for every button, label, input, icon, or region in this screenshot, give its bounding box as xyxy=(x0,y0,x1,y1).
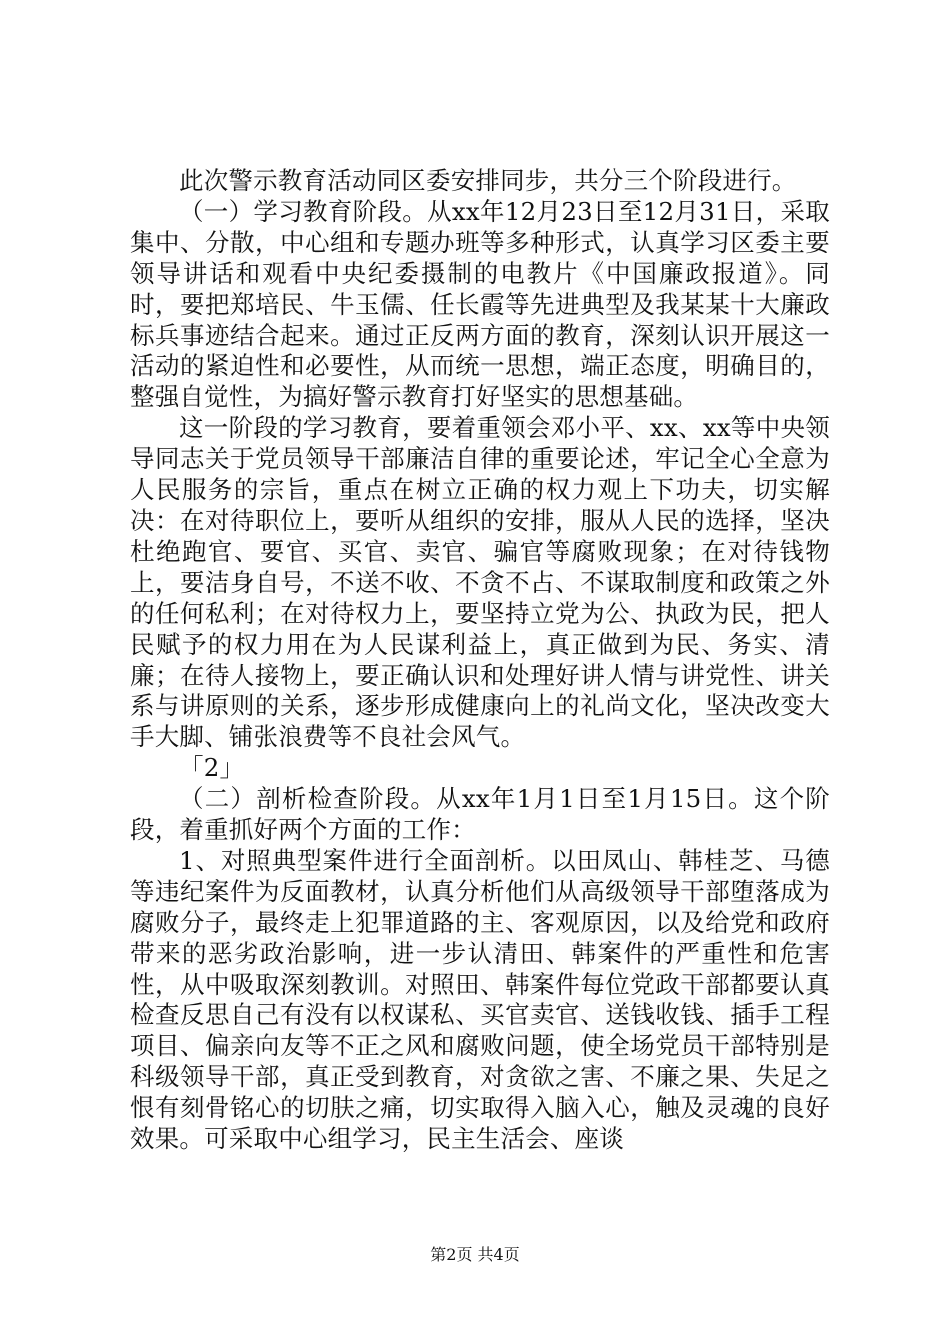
paragraph-stage-two: （二）剖析检查阶段。从xx年1月1日至1月15日。这个阶段，着重抓好两个方面的工作： xyxy=(130,784,830,845)
page-footer: 第2页 共4页 xyxy=(430,1245,520,1264)
document-body xyxy=(130,166,830,1155)
paragraph-stage-two-item-1: 1、对照典型案件进行全面剖析。以田凤山、韩桂芝、马德等违纪案件为反面教材，认真分析他们从高级领导干部堕落成为腐败分子，最终走上犯罪道路的主、客观原因，以及给党和政府带来的恶劣政治影响，进一步认清田、韩案件的严重性和危害性，从中吸取深刻教训。对照田、韩案件每位党政干部都要认真检查反思自己有没有以权谋私、买官卖官、送钱收钱、插手工程项目、偏亲向友等不正之风和腐败问题，使全场党员干部特别是科级领导干部，真正受到教育，对贪欲之害、不廉之果、失足之恨有刻骨铭心的切肤之痛，切实取得入脑入心，触及灵魂的良好效果。可采取中心组学习，民主生活会、座谈 xyxy=(130,845,830,1154)
paragraph-marker: 「2」 xyxy=(179,753,245,783)
paragraph-stage-one: （一）学习教育阶段。从xx年12月23日至12月31日，采取集中、分散，中心组和专题办班等多种形式，认真学习区委主要领导讲话和观看中央纪委摄制的电教片《中国廉政报道》。同时，要把郑培民、牛玉儒、任长霞等先进典型及我某某十大廉政标兵事迹结合起来。通过正反两方面的教育，深刻认识开展这一活动的紧迫性和必要性，从而统一思想，端正态度，明确目的，整强自觉性，为搞好警示教育打好坚实的思想基础。 xyxy=(130,196,830,412)
paragraph-intro: 此次警示教育活动同区委安排同步，共分三个阶段进行。 xyxy=(179,166,797,195)
paragraph-stage-one-detail: 这一阶段的学习教育，要着重领会邓小平、xx、xx等中央领导同志关于党员领导干部廉洁自律的重要论述，牢记全心全意为人民服务的宗旨，重点在树立正确的权力观上下功夫，切实解决：在对待职位上，要听从组织的安排，服从人民的选择，坚决杜绝跑官、要官、买官、卖官、骗官等腐败现象；在对待钱物上，要洁身自号，不送不收、不贪不占、不谋取制度和政策之外的任何私利；在对待权力上，要坚持立党为公、执政为民，把人民赋予的权力用在为人民谋利益上，真正做到为民、务实、清廉；在待人接物上，要正确认识和处理好讲人情与讲党性、讲关系与讲原则的关系，逐步形成健康向上的礼尚文化，坚决改变大手大脚、铺张浪费等不良社会风气。 xyxy=(130,413,830,752)
